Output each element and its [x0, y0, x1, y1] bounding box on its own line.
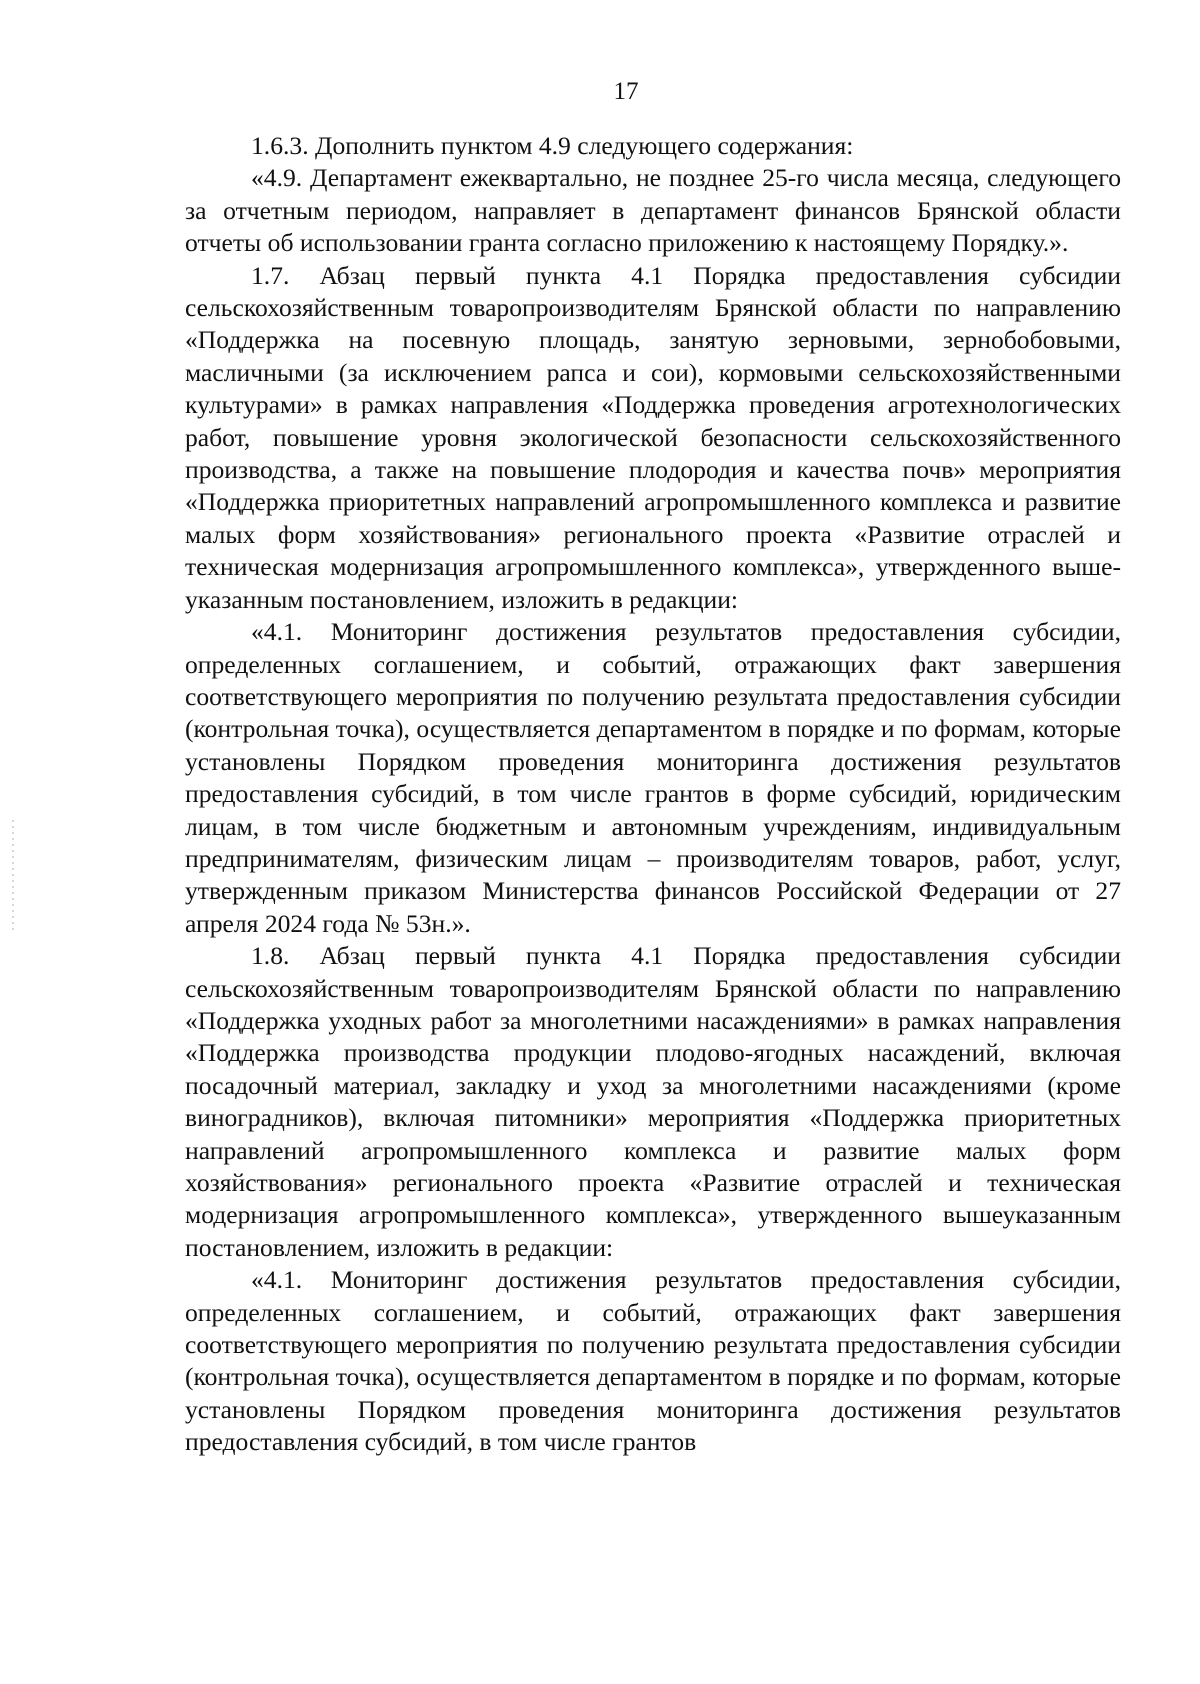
- paragraph-4-9-text: «4.9. Департамент ежеквартально, не позднее 25-го числа месяца, следующего за отчетным периодом, направляет в департамент финансов Брянской области отчеты об использовании гранта согласно приложению к настоящему Порядку.».: [185, 163, 1121, 258]
- paragraph-1-8: 1.8. Абзац первый пункта 4.1 Порядка предоставления субсидии сельскохозяйственным товаропроизводителям Брянской области по направлению «Поддержка уходных работ за многолетними насаждениями» в рамках направления «Поддержка производства продукции плодово-ягодных насаждений, включая посадочный материал, закладку и уход за многолетними насаждениями (кроме виноградников), включая питомники» мероприятия «Поддержка приоритетных направлений агропромышленного комплекса и развитие малых форм хозяйствования» регионального проекта «Развитие отраслей и техническая модернизация агропромышленного комплекса», утвержденного вышеуказанным постановлением, изложить в редакции:: [185, 941, 1121, 1262]
- page-number: 17: [613, 78, 639, 105]
- paragraph-4-1-text-first: «4.1. Мониторинг достижения результатов предоставления субсидии, определенных соглашением, и событий, отражающих факт завершения соответствующего мероприятия по получению результата предоставления субсидии (контрольная точка), осуществляется департаментом в порядке и по формам, которые установлены Порядком проведения мониторинга достижения результатов предоставления субсидий, в том числе грантов в форме субсидий, юридическим лицам, в том числе бюджетным и автономным учреждениям, индивидуальным предпринимателям, физическим лицам – производителям товаров, работ, услуг, утвержденным приказом Министерства финансов Российской Федерации от 27 апреля 2024 года № 53н.».: [185, 617, 1121, 938]
- paragraph-1-7: 1.7. Абзац первый пункта 4.1 Порядка предоставления субсидии сельскохозяйственным товаропроизводителям Брянской области по направлению «Поддержка на посевную площадь, занятую зерновыми, зернобобовыми, масличными (за исключением рапса и сои), кормовыми сельскохозяйственными культурами» в рамках направления «Поддержка проведения агротехнологических работ, повышение уровня экологической безопасности сельскохозяйственного производства, а также на повышение плодородия и качества почв» мероприятия «Поддержка приоритетных направлений агропромышленного комплекса и развитие малых форм хозяйствования» регионального проекта «Развитие отраслей и техническая модернизация агропромышленного комплекса», утвержденного вышеуказанным постановлением, изложить в редакции:: [185, 260, 1121, 614]
- document-body: [185, 130, 1121, 1459]
- paragraph-4-1-text-second: «4.1. Мониторинг достижения результатов предоставления субсидии, определенных соглашением, и событий, отражающих факт завершения соответствующего мероприятия по получению результата предоставления субсидии (контрольная точка), осуществляется департаментом в порядке и по формам, которые установлены Порядком проведения мониторинга достижения результатов предоставления субсидий, в том числе грантов: [185, 1265, 1121, 1457]
- paragraph-1-6-3: 1.6.3. Дополнить пунктом 4.9 следующего содержания:: [251, 131, 854, 160]
- scan-edge-artifact: [12, 820, 14, 930]
